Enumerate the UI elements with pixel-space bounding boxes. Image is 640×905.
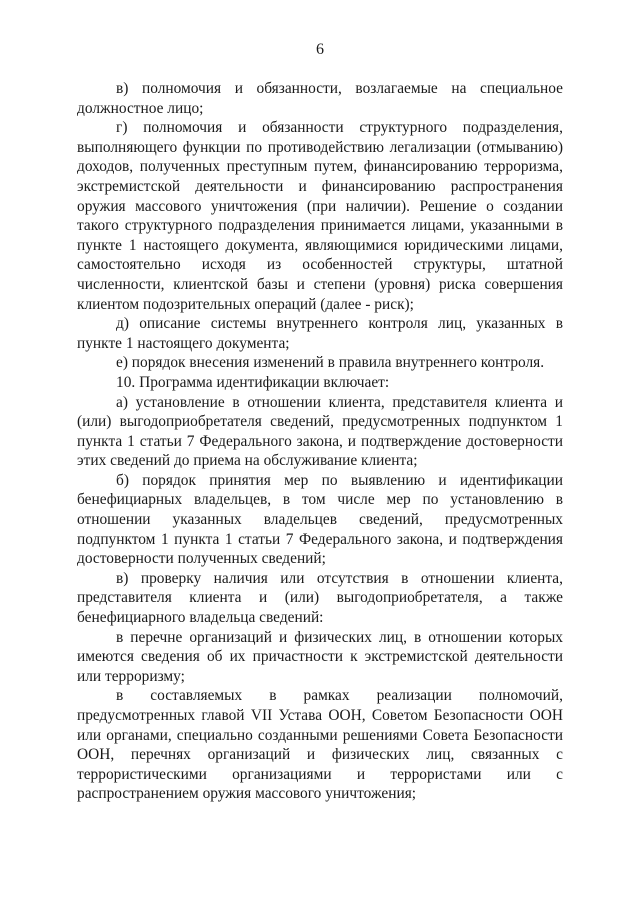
paragraph-g-department-duties: г) полномочия и обязанности структурного подразделения, выполняющего функции по противодействию легализации (отмыванию) доходов, полученных преступным путем, финансированию терроризма, экстремистской деятельности и финансированию распространения оружия массового уничтожения (при наличии). Решение о создании такого структурного подразделения принимается лицами, указанными в пункте 1 настоящего документа, являющимися юридическими лицами, самостоятельно исходя из особенностей структуры, штатной численности, клиентской базы и степени (уровня) риска совершения клиентом подозрительных операций (далее - риск); [77, 119, 563, 313]
paragraph-10-identification-program: 10. Программа идентификации включает: [116, 373, 390, 391]
paragraph-b-beneficial-owners: б) порядок принятия мер по выявлению и идентификации бенефициарных владельцев, в том числе мер по установлению в отношении указанных владельцев сведений, предусмотренных подпунктом 1 пункта 1 статьи 7 Федерального закона, и подтверждения достоверности полученных сведений; [77, 471, 563, 568]
paragraph-v-officer-duties: в) полномочия и обязанности, возлагаемые на специальное должностное лицо; [77, 80, 563, 117]
paragraph-extremism-list: в перечне организаций и физических лиц, в отношении которых имеются сведения об их причастности к экстремистской деятельности или терроризму; [77, 628, 563, 685]
document-body [77, 79, 563, 804]
paragraph-v-list-checks: в) проверку наличия или отсутствия в отношении клиента, представителя клиента и (или) выгодоприобретателя, а также бенефициарного владельца сведений: [77, 569, 563, 627]
paragraph-un-sanctions-list: в составляемых в рамках реализации полномочий, предусмотренных главой VII Устава ООН, Советом Безопасности ООН или органами, специально созданными решениями Совета Безопасности ООН, перечнях организаций и физических лиц, связанных с террористическими организациями и террористами или с распространением оружия массового уничтожения; [77, 687, 563, 803]
paragraph-d-control-system: д) описание системы внутреннего контроля лиц, указанных в пункте 1 настоящего документа; [77, 315, 563, 352]
paragraph-e-amendment-procedure: е) порядок внесения изменений в правила внутреннего контроля. [116, 354, 545, 372]
paragraph-a-client-identification: а) установление в отношении клиента, представителя клиента и (или) выгодоприобретателя сведений, предусмотренных подпунктом 1 пункта 1 статьи 7 Федерального закона, и подтверждение достоверности этих сведений до приема на обслуживание клиента; [77, 393, 563, 470]
page-number: 6 [316, 41, 324, 58]
